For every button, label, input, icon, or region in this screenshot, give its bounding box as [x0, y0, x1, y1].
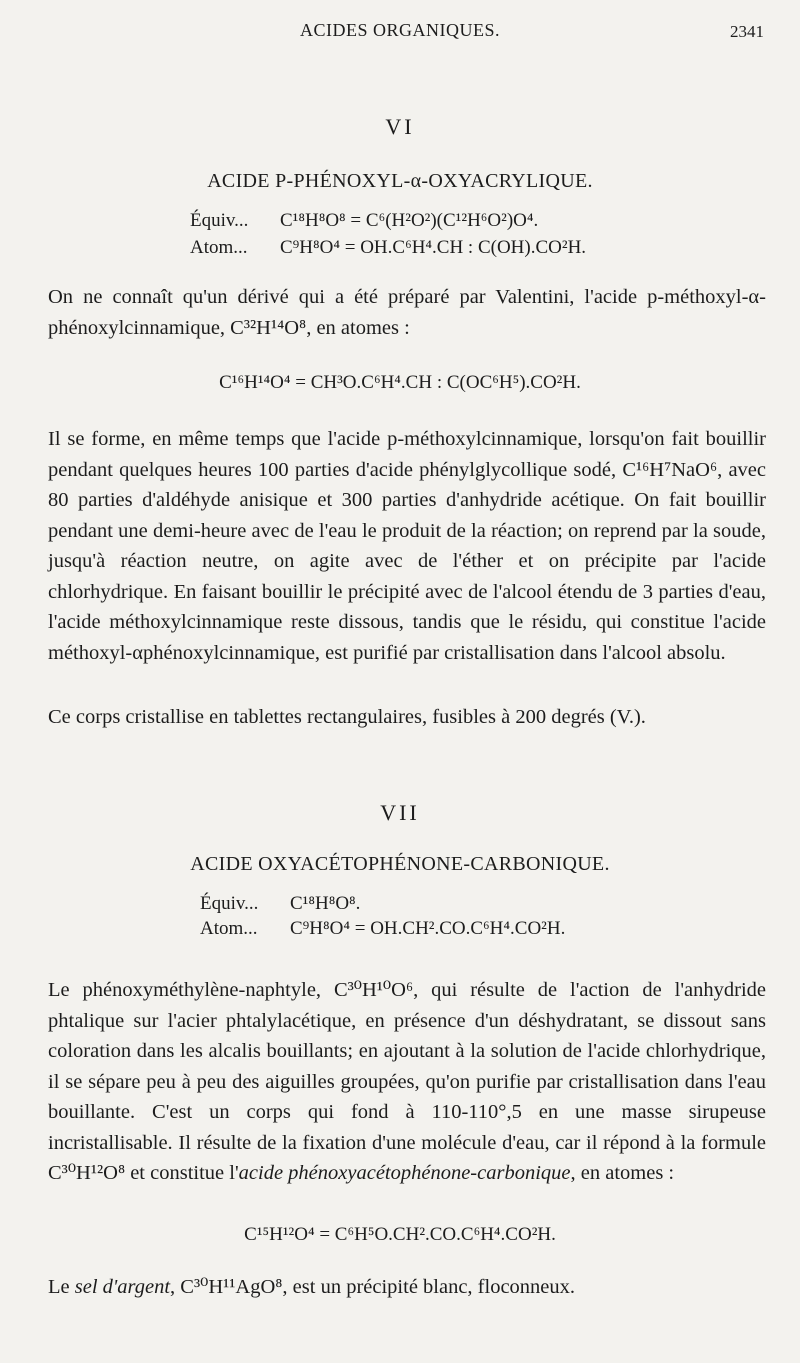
equiv-formula-line-vii	[200, 893, 360, 915]
section-number-vi: VI	[385, 114, 415, 139]
paragraph-text: Le	[48, 1276, 75, 1298]
running-title: ACIDES ORGANIQUES.	[300, 20, 501, 40]
compound-name-italic: acide phénoxyacétophénone-carbonique	[238, 1162, 571, 1184]
section-title-vi: ACIDE P-PHÉNOXYL-α-OXYACRYLIQUE.	[207, 170, 593, 192]
equiv-formula: C¹⁸H⁸O⁸ = C⁶(H²O²)(C¹²H⁶O²)O⁴.	[280, 210, 539, 231]
section-title-vii: ACIDE OXYACÉTOPHÉNONE-CARBONIQUE.	[190, 853, 610, 875]
atom-formula-line-vii	[200, 918, 565, 940]
atom-label: Atom...	[200, 918, 258, 939]
paragraph-text: Le phénoxyméthylène-naphtyle, C³⁰H¹⁰O⁶, qui résulte de l'action de l'anhydride phtalique sur l'acier phtalylacétique, en présence d'un déshydratant, se dissout sans coloration dans les alcalis bouillants; en ajoutant à la solution de l'acide chlorhydrique, il se sépare peu à peu des aiguilles groupées, qu'on purifie par cristallisation dans l'eau bouillante. C'est un corps qui fond à 110-110°,5 en une masse sirupeuse incristallisable. Il résulte de la fixation d'une molécule d'eau, car il répond à la formule C³⁰H¹²O⁸ et constitue l'	[48, 979, 766, 1184]
section-number-vii: VII	[380, 800, 420, 825]
paragraph-vi-properties: Ce corps cristallise en tablettes rectangulaires, fusibles à 200 degrés (V.).	[48, 706, 646, 728]
paragraph-text: , en atomes :	[570, 1162, 675, 1184]
paragraph-vii-description	[48, 975, 766, 1189]
paragraph-vi-preparation: Il se forme, en même temps que l'acide p-méthoxylcinnamique, lorsqu'on fait bouillir pendant quelques heures 100 parties d'acide phénylglycollique sodé, C¹⁶H⁷NaO⁶, avec 80 parties d'aldéhyde anisique et 300 parties d'anhydride acétique. On fait bouillir pendant une demi-heure avec de l'eau le produit de la réaction; on reprend par la soude, jusqu'à réaction neutre, on agite avec de l'éther et on précipite par l'acide chlorhydrique. En faisant bouillir le précipité avec de l'alcool étendu de 3 parties d'eau, l'acide méthoxylcinnamique reste dissous, tandis que le résidu, qui constitue l'acide méthoxyl-αphénoxylcinnamique, est purifié par cristallisation dans l'alcool absolu.	[48, 428, 766, 664]
equiv-formula: C¹⁸H⁸O⁸.	[290, 893, 361, 914]
page-number: 2341	[730, 22, 764, 41]
equiv-label: Équiv...	[190, 210, 249, 231]
centered-formula-vi: C¹⁶H¹⁴O⁴ = CH³O.C⁶H⁴.CH : C(OC⁶H⁵).CO²H.	[219, 372, 581, 393]
centered-formula-vii: C¹⁵H¹²O⁴ = C⁶H⁵O.CH².CO.C⁶H⁴.CO²H.	[244, 1224, 556, 1245]
equiv-formula-line-vi	[190, 210, 538, 232]
paragraph-vii-silver-salt	[48, 1272, 766, 1303]
silver-salt-italic: sel d'argent	[74, 1276, 171, 1298]
running-header	[0, 18, 800, 46]
atom-label: Atom...	[190, 237, 248, 258]
paragraph-vi-intro: On ne connaît qu'un dérivé qui a été préparé par Valentini, l'acide p-méthoxyl-α-phénoxylcinnamique, C³²H¹⁴O⁸, en atomes :	[48, 286, 766, 339]
equiv-label: Équiv...	[200, 893, 259, 914]
atom-formula-line-vi	[190, 237, 586, 259]
paragraph-text: , C³⁰H¹¹AgO⁸, est un précipité blanc, floconneux.	[170, 1276, 576, 1298]
atom-formula: C⁹H⁸O⁴ = OH.C⁶H⁴.CH : C(OH).CO²H.	[280, 237, 587, 258]
atom-formula: C⁹H⁸O⁴ = OH.CH².CO.C⁶H⁴.CO²H.	[290, 918, 566, 939]
